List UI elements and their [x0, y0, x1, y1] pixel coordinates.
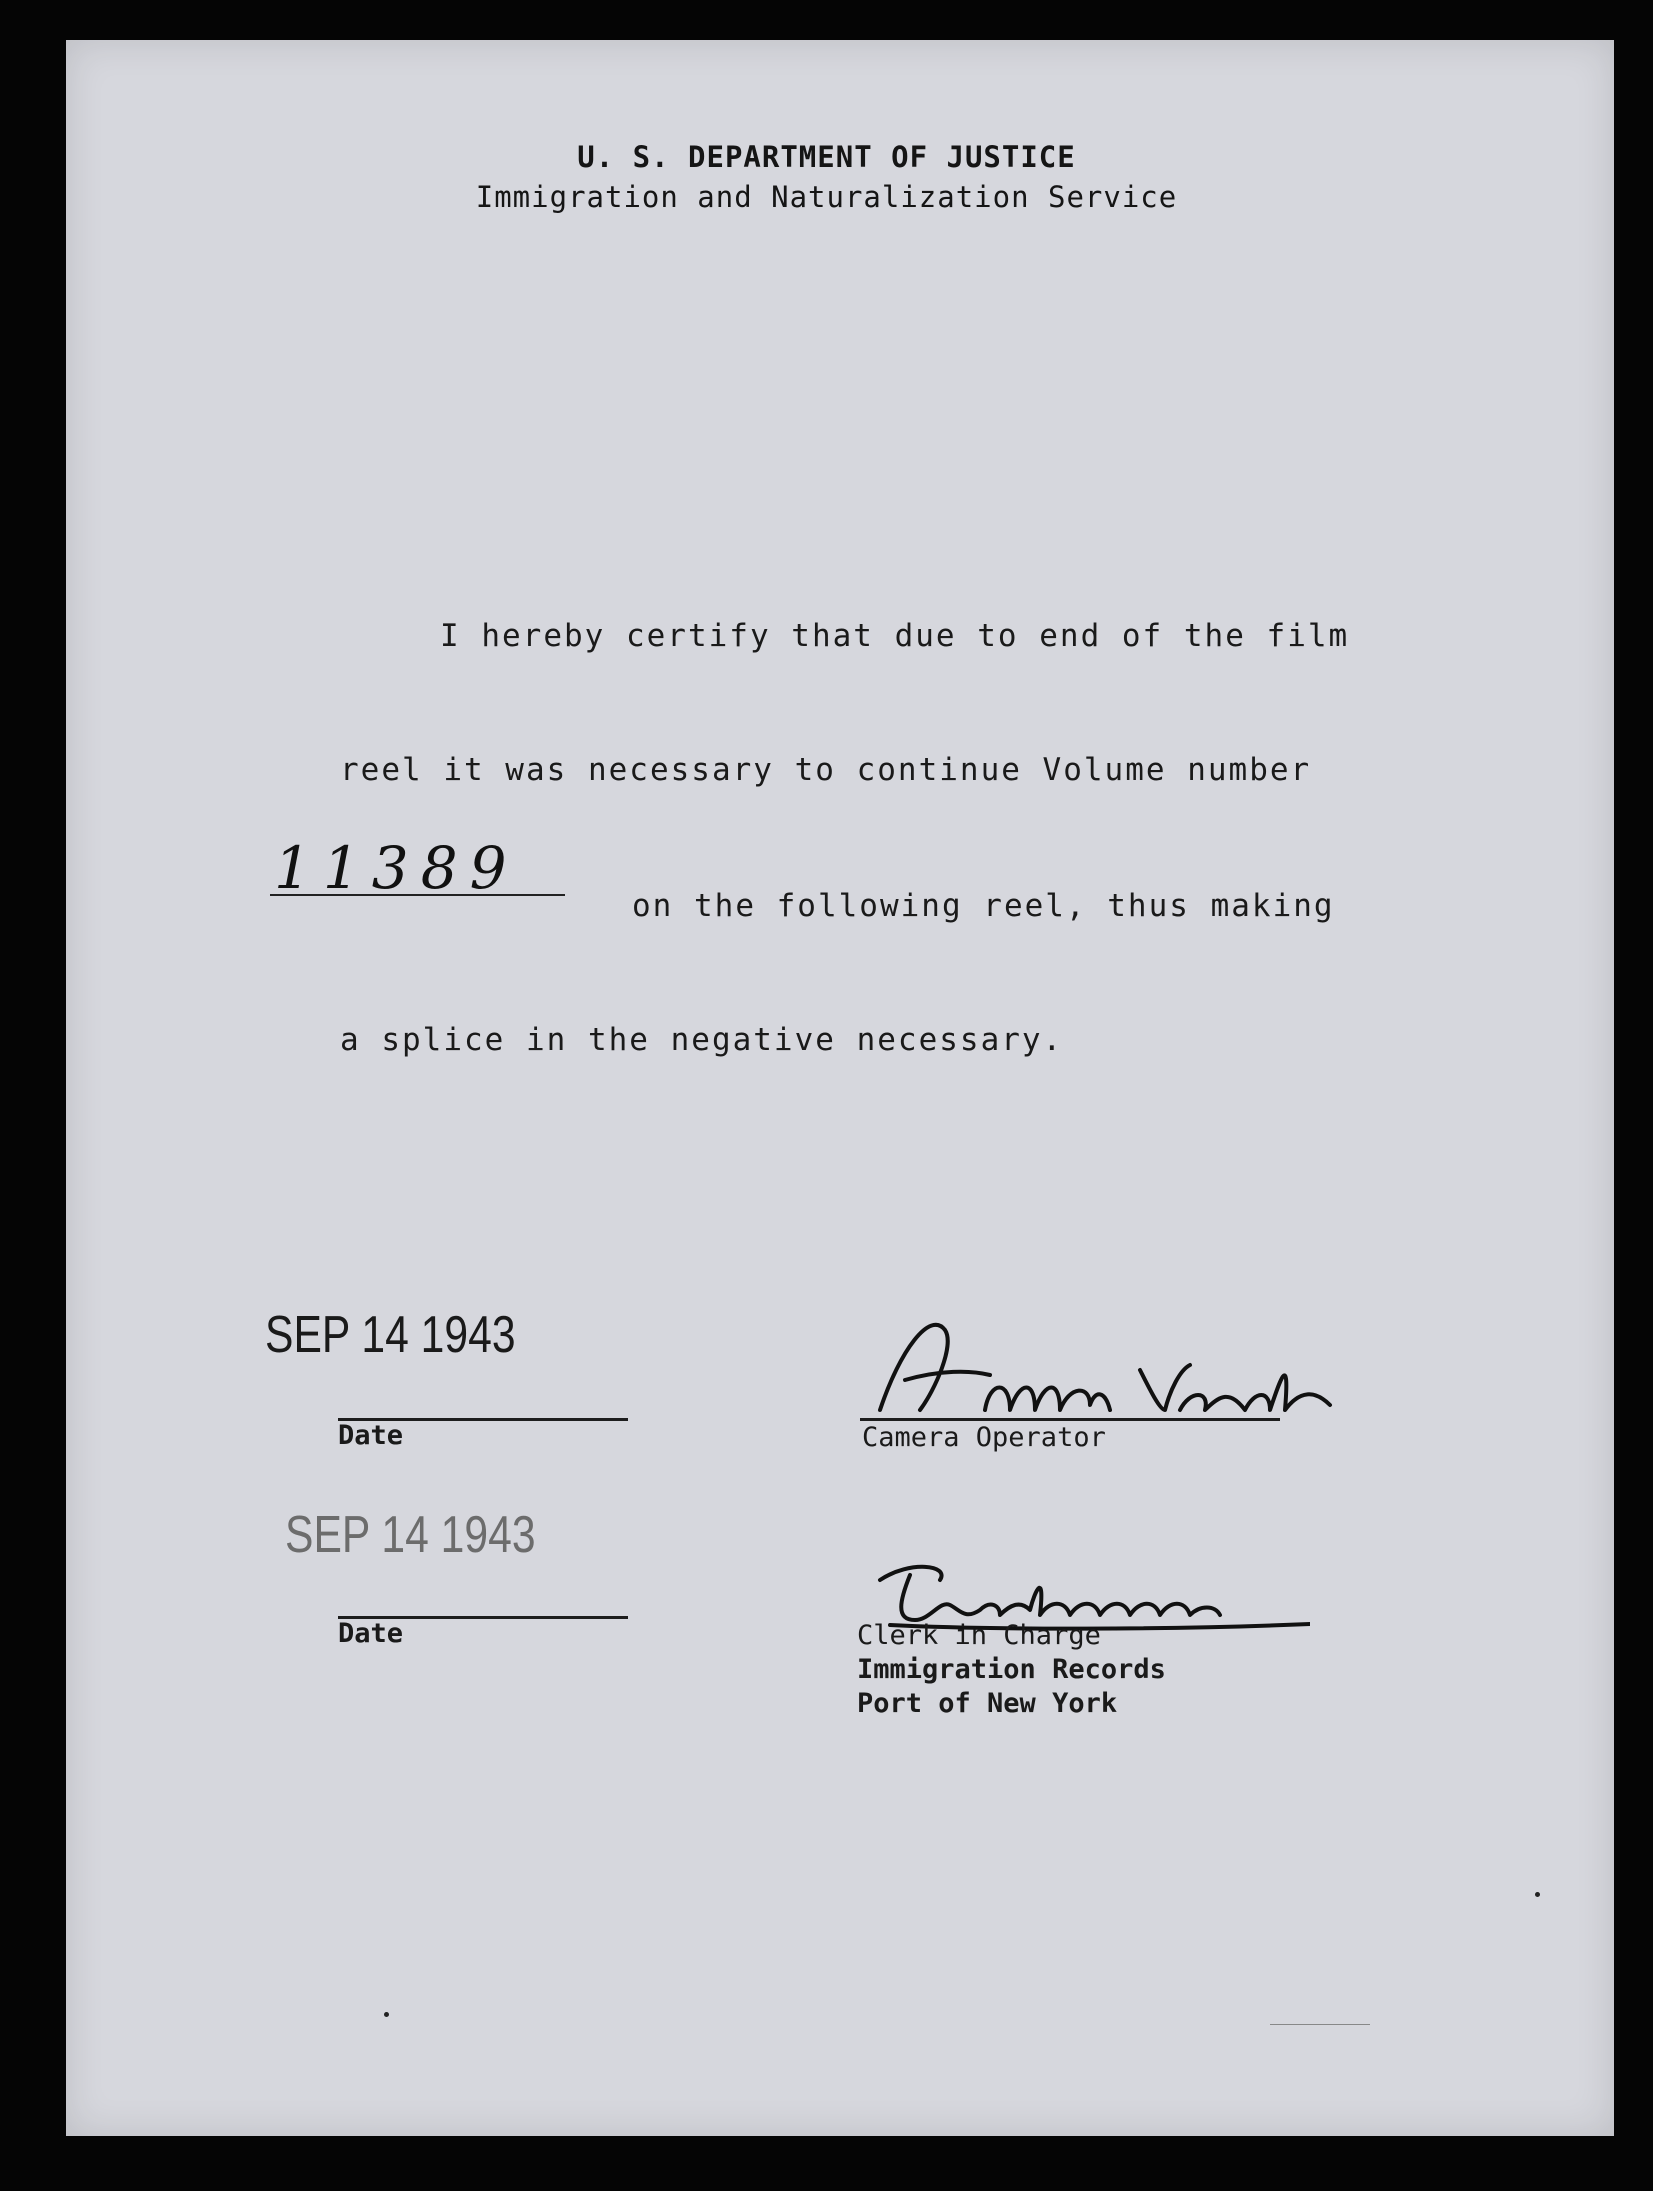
body-line-4: a splice in the negative necessary.	[340, 1022, 1064, 1058]
clerk-label-line-2: Immigration Records	[857, 1654, 1166, 1685]
faint-rule	[1270, 2024, 1370, 2025]
service-subtitle: Immigration and Naturalization Service	[475, 180, 1178, 214]
body-line-2: reel it was necessary to continue Volume number	[340, 752, 1312, 788]
body-line-3: on the following reel, thus making	[632, 888, 1335, 924]
speck-mark	[1535, 1892, 1540, 1897]
date-label-1: Date	[338, 1420, 404, 1451]
camera-operator-signature	[860, 1310, 1340, 1430]
camera-operator-rule	[860, 1418, 1280, 1421]
document-page	[66, 40, 1614, 2136]
date-stamp-1: SEP 14 1943	[265, 1306, 516, 1364]
clerk-label-line-1: Clerk in Charge	[857, 1620, 1101, 1651]
date-stamp-2: SEP 14 1943	[285, 1506, 536, 1564]
volume-number-field	[270, 834, 565, 902]
body-line-1: I hereby certify that due to end of the film	[440, 618, 1350, 654]
department-title: U. S. DEPARTMENT OF JUSTICE	[577, 140, 1076, 174]
clerk-label-line-3: Port of New York	[857, 1688, 1118, 1719]
volume-number-handwritten: 11389	[274, 834, 519, 902]
date-label-2: Date	[338, 1618, 404, 1649]
speck-mark	[384, 2012, 389, 2017]
camera-operator-label: Camera Operator	[862, 1422, 1106, 1453]
